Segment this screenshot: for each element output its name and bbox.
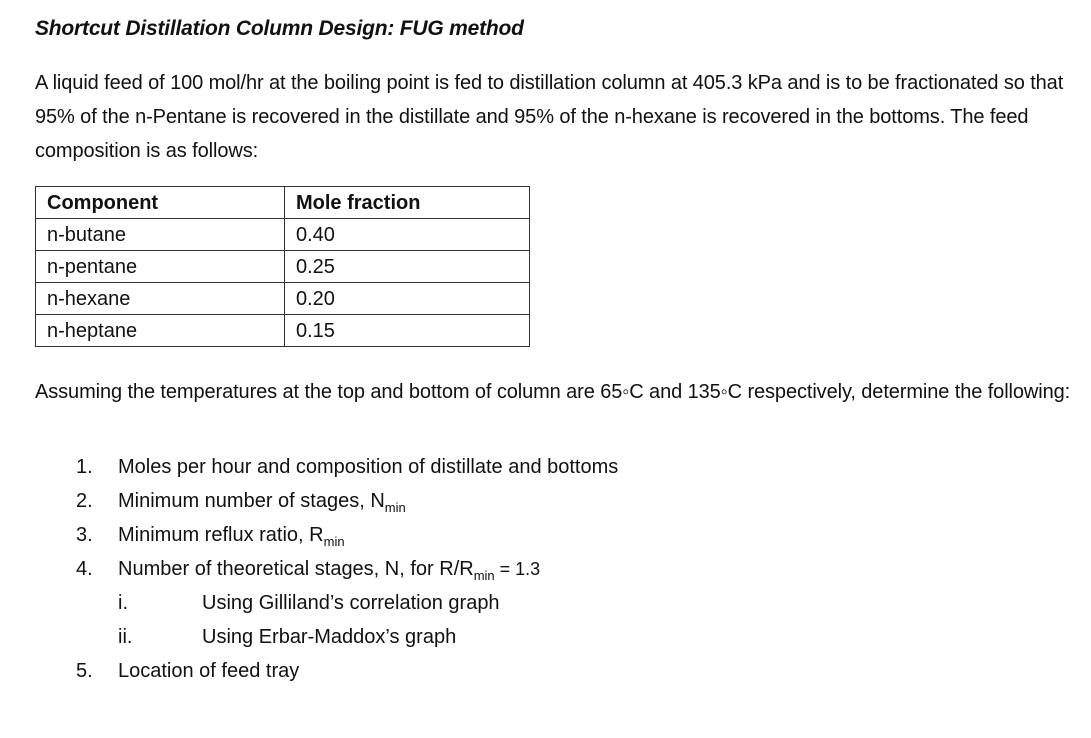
list-item-number: i. <box>118 592 128 614</box>
list-item <box>35 552 1075 586</box>
subscript-min: min <box>384 500 406 515</box>
component-cell: n-butane <box>36 219 285 251</box>
list-item <box>35 484 1075 518</box>
component-cell: n-pentane <box>36 251 285 283</box>
page-title: Shortcut Distillation Column Design: FUG method <box>35 17 524 40</box>
subscript-min: min <box>323 534 345 549</box>
component-cell: n-hexane <box>36 283 285 315</box>
component-cell: n-heptane <box>36 315 285 347</box>
list-item-text: Minimum number of stages, N <box>118 490 385 512</box>
list-item-number: 4. <box>76 558 93 580</box>
mole-fraction-cell: 0.25 <box>285 251 530 283</box>
table-header-row <box>36 187 530 219</box>
list-subitem <box>35 620 1075 654</box>
list-item-number: 2. <box>76 490 93 512</box>
table-row <box>36 251 530 283</box>
subscript-min: min <box>473 568 495 583</box>
list-subitem <box>35 586 1075 620</box>
list-item-text: Number of theoretical stages, N, for R/R <box>118 558 474 580</box>
mole-fraction-cell: 0.20 <box>285 283 530 315</box>
list-item-text: Moles per hour and composition of distillate and bottoms <box>118 456 619 478</box>
list-item-number: 3. <box>76 524 93 546</box>
list-item <box>35 654 1075 688</box>
list-item-text: Using Gilliland’s correlation graph <box>202 592 500 614</box>
document-page <box>35 14 1075 688</box>
header-mole-fraction: Mole fraction <box>285 187 530 219</box>
list-item-number: ii. <box>118 626 133 648</box>
table-row <box>36 283 530 315</box>
table-row <box>36 315 530 347</box>
list-item-text: Minimum reflux ratio, R <box>118 524 324 546</box>
list-item-number: 1. <box>76 456 93 478</box>
problem-intro: A liquid feed of 100 mol/hr at the boiling point is fed to distillation column at 405.3 kPa and is to be fractionated so that 95% of the n-Pentane is recovered in the distillate and 95% of the n-hexane is recovered in the bottoms. The feed composition is as follows: <box>35 72 1064 162</box>
list-item-number: 5. <box>76 660 93 682</box>
ratio-value: = 1.3 <box>494 559 541 579</box>
assumption-text: Assuming the temperatures at the top and bottom of column are 65◦C and 135◦C respectively, determine the following: <box>35 381 1071 403</box>
mole-fraction-cell: 0.40 <box>285 219 530 251</box>
list-item-text: Using Erbar-Maddox’s graph <box>202 626 457 648</box>
mole-fraction-cell: 0.15 <box>285 315 530 347</box>
task-list <box>35 450 1075 688</box>
list-item <box>35 450 1075 484</box>
list-item-text: Location of feed tray <box>118 660 300 682</box>
list-item <box>35 518 1075 552</box>
table-row <box>36 219 530 251</box>
feed-composition-table <box>35 186 530 347</box>
header-component: Component <box>36 187 285 219</box>
